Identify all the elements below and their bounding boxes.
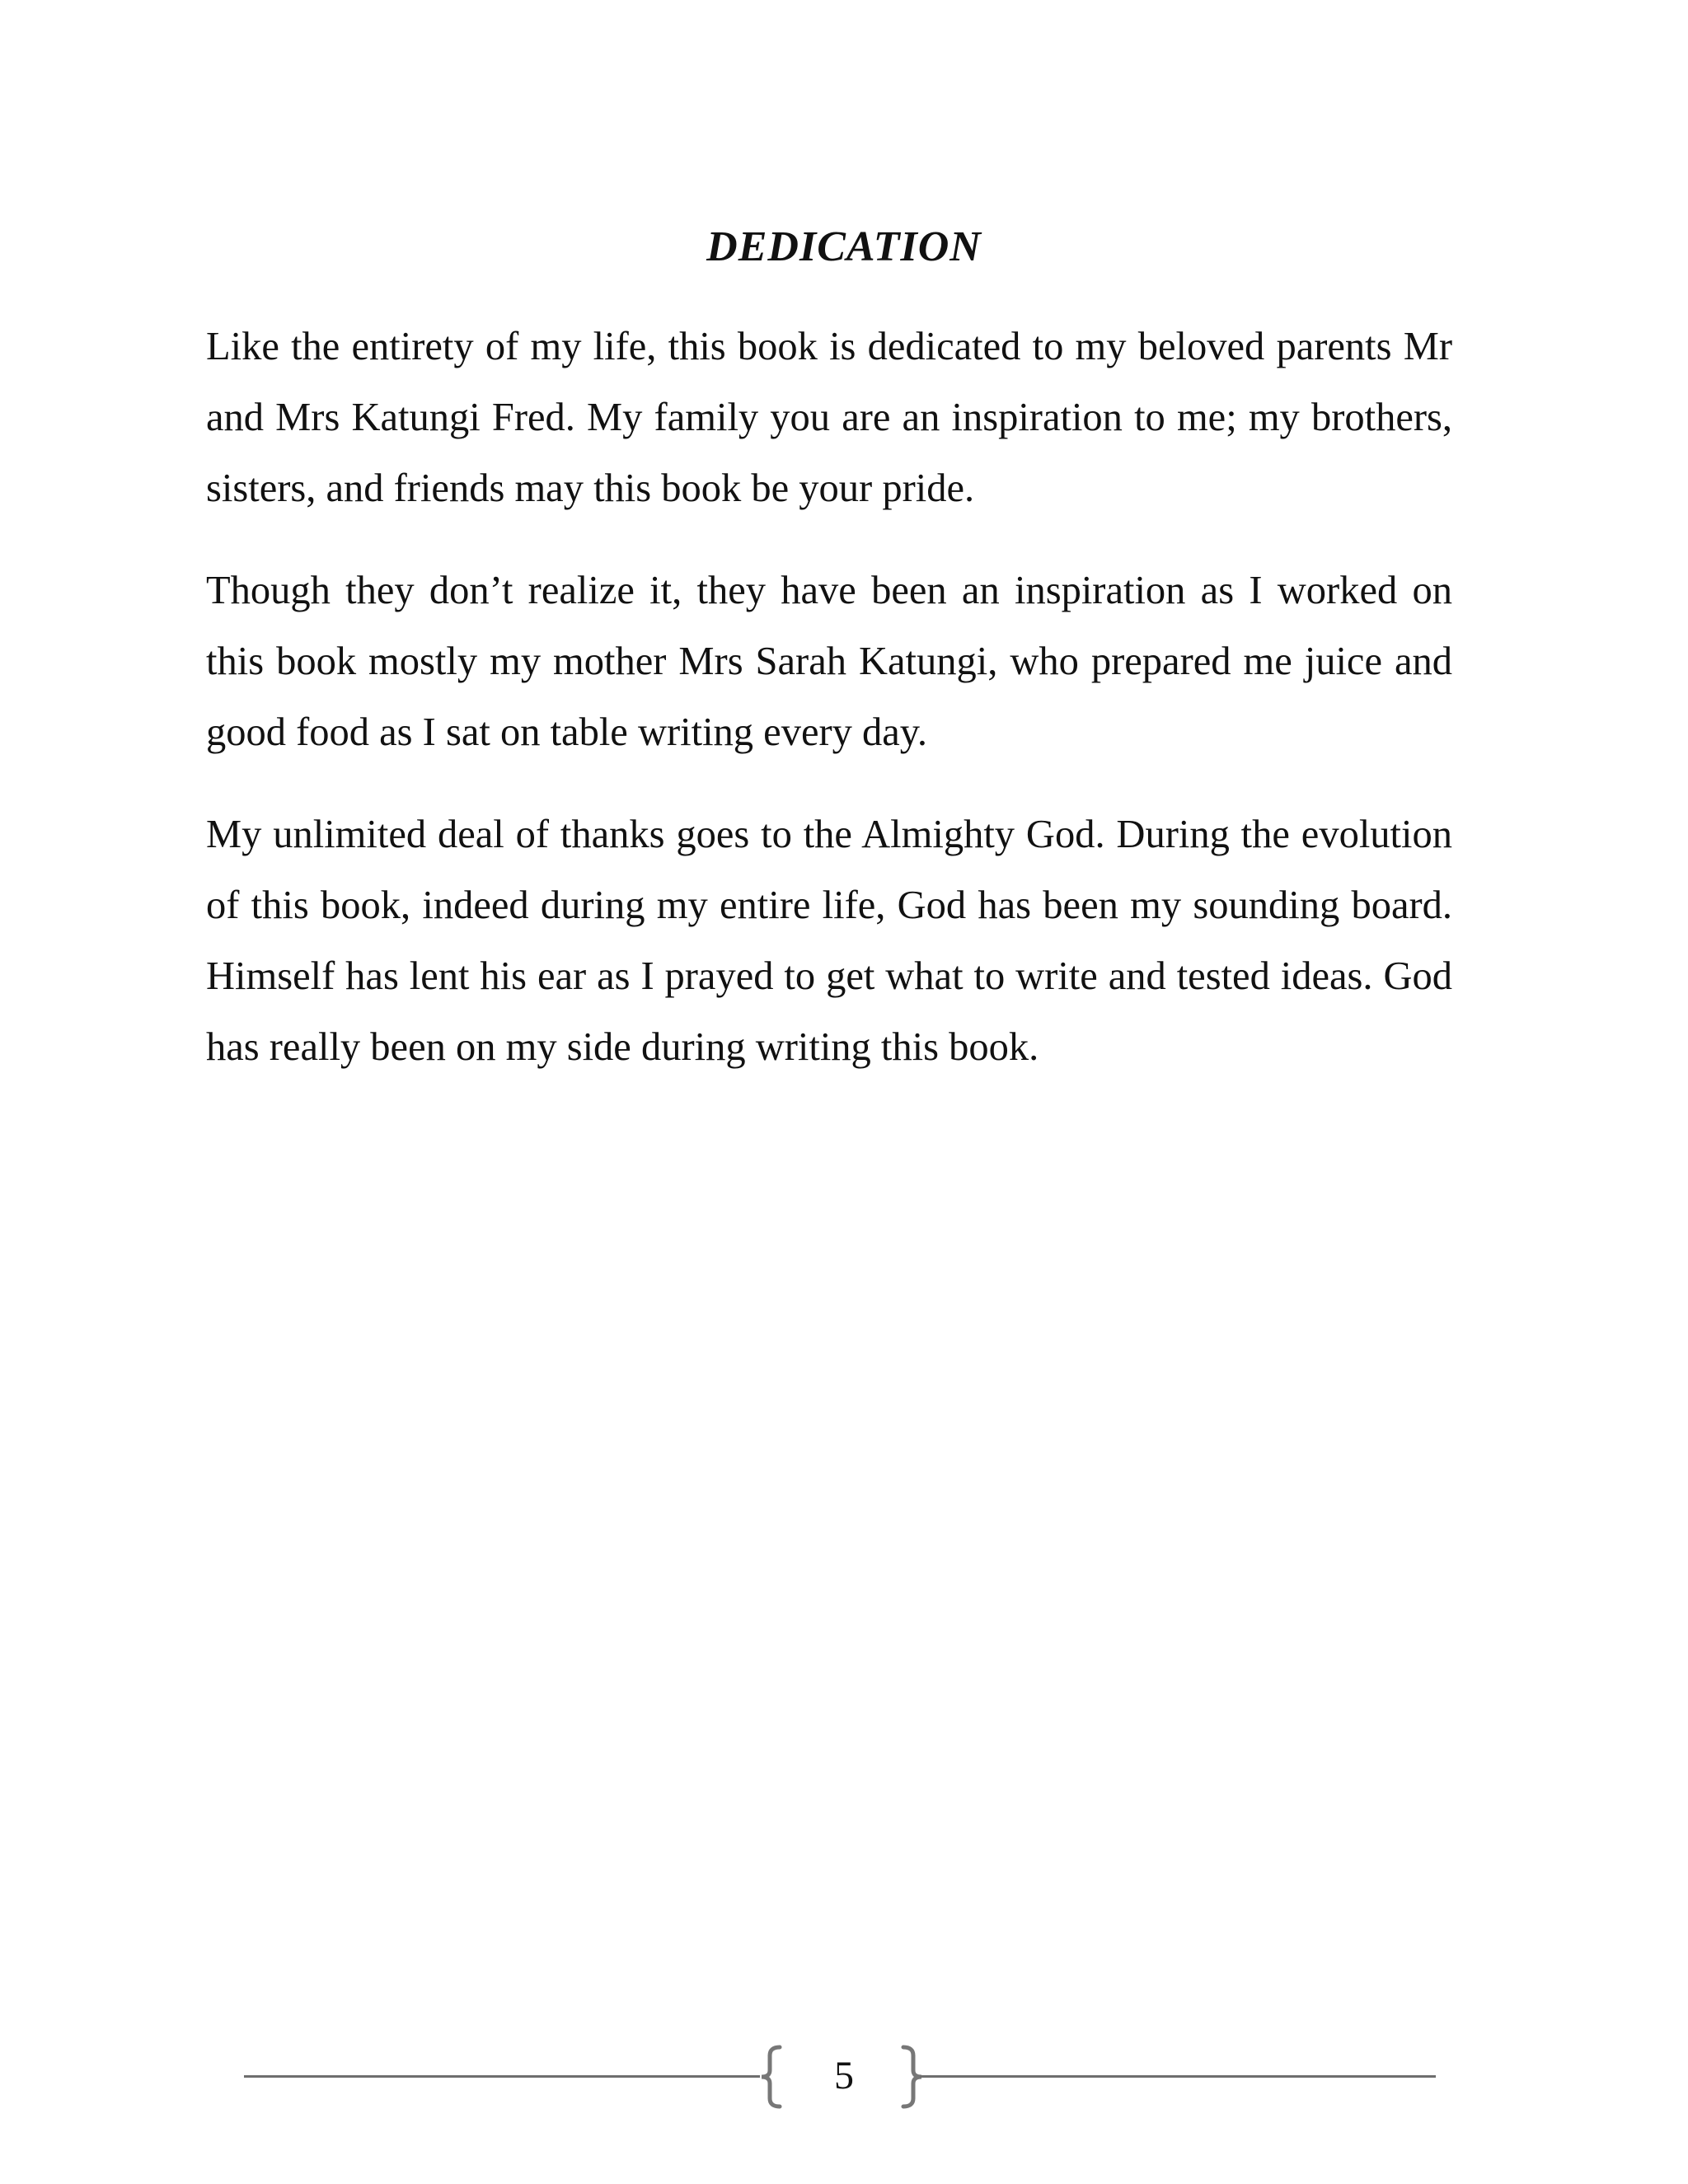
page-title: DEDICATION [706,223,982,270]
footer-rule-right [920,2075,1436,2078]
page-footer [0,2044,1688,2110]
left-brace-icon [755,2044,785,2110]
page-number: 5 [834,2054,854,2097]
paragraph-3: My unlimited deal of thanks goes to the Almighty God. During the evolution of this book, indeed during my entire life, God has been my sounding board. Himself has lent his ear as I prayed to get what to write and tested ideas. God has really been on my side during writing this book. [206,813,1452,1069]
footer-rule-left [244,2075,760,2078]
dedication-body [206,312,1452,1114]
paragraph-1: Like the entirety of my life, this book is dedicated to my beloved parents Mr and Mrs Katungi Fred. My family you are an inspiration to me; my brothers, sisters, and friends may this book be your pride. [206,325,1452,510]
paragraph-2: Though they don’t realize it, they have been an inspiration as I worked on this book mostly my mother Mrs Sarah Katungi, who prepared me juice and good food as I sat on table writing every day. [206,569,1452,754]
